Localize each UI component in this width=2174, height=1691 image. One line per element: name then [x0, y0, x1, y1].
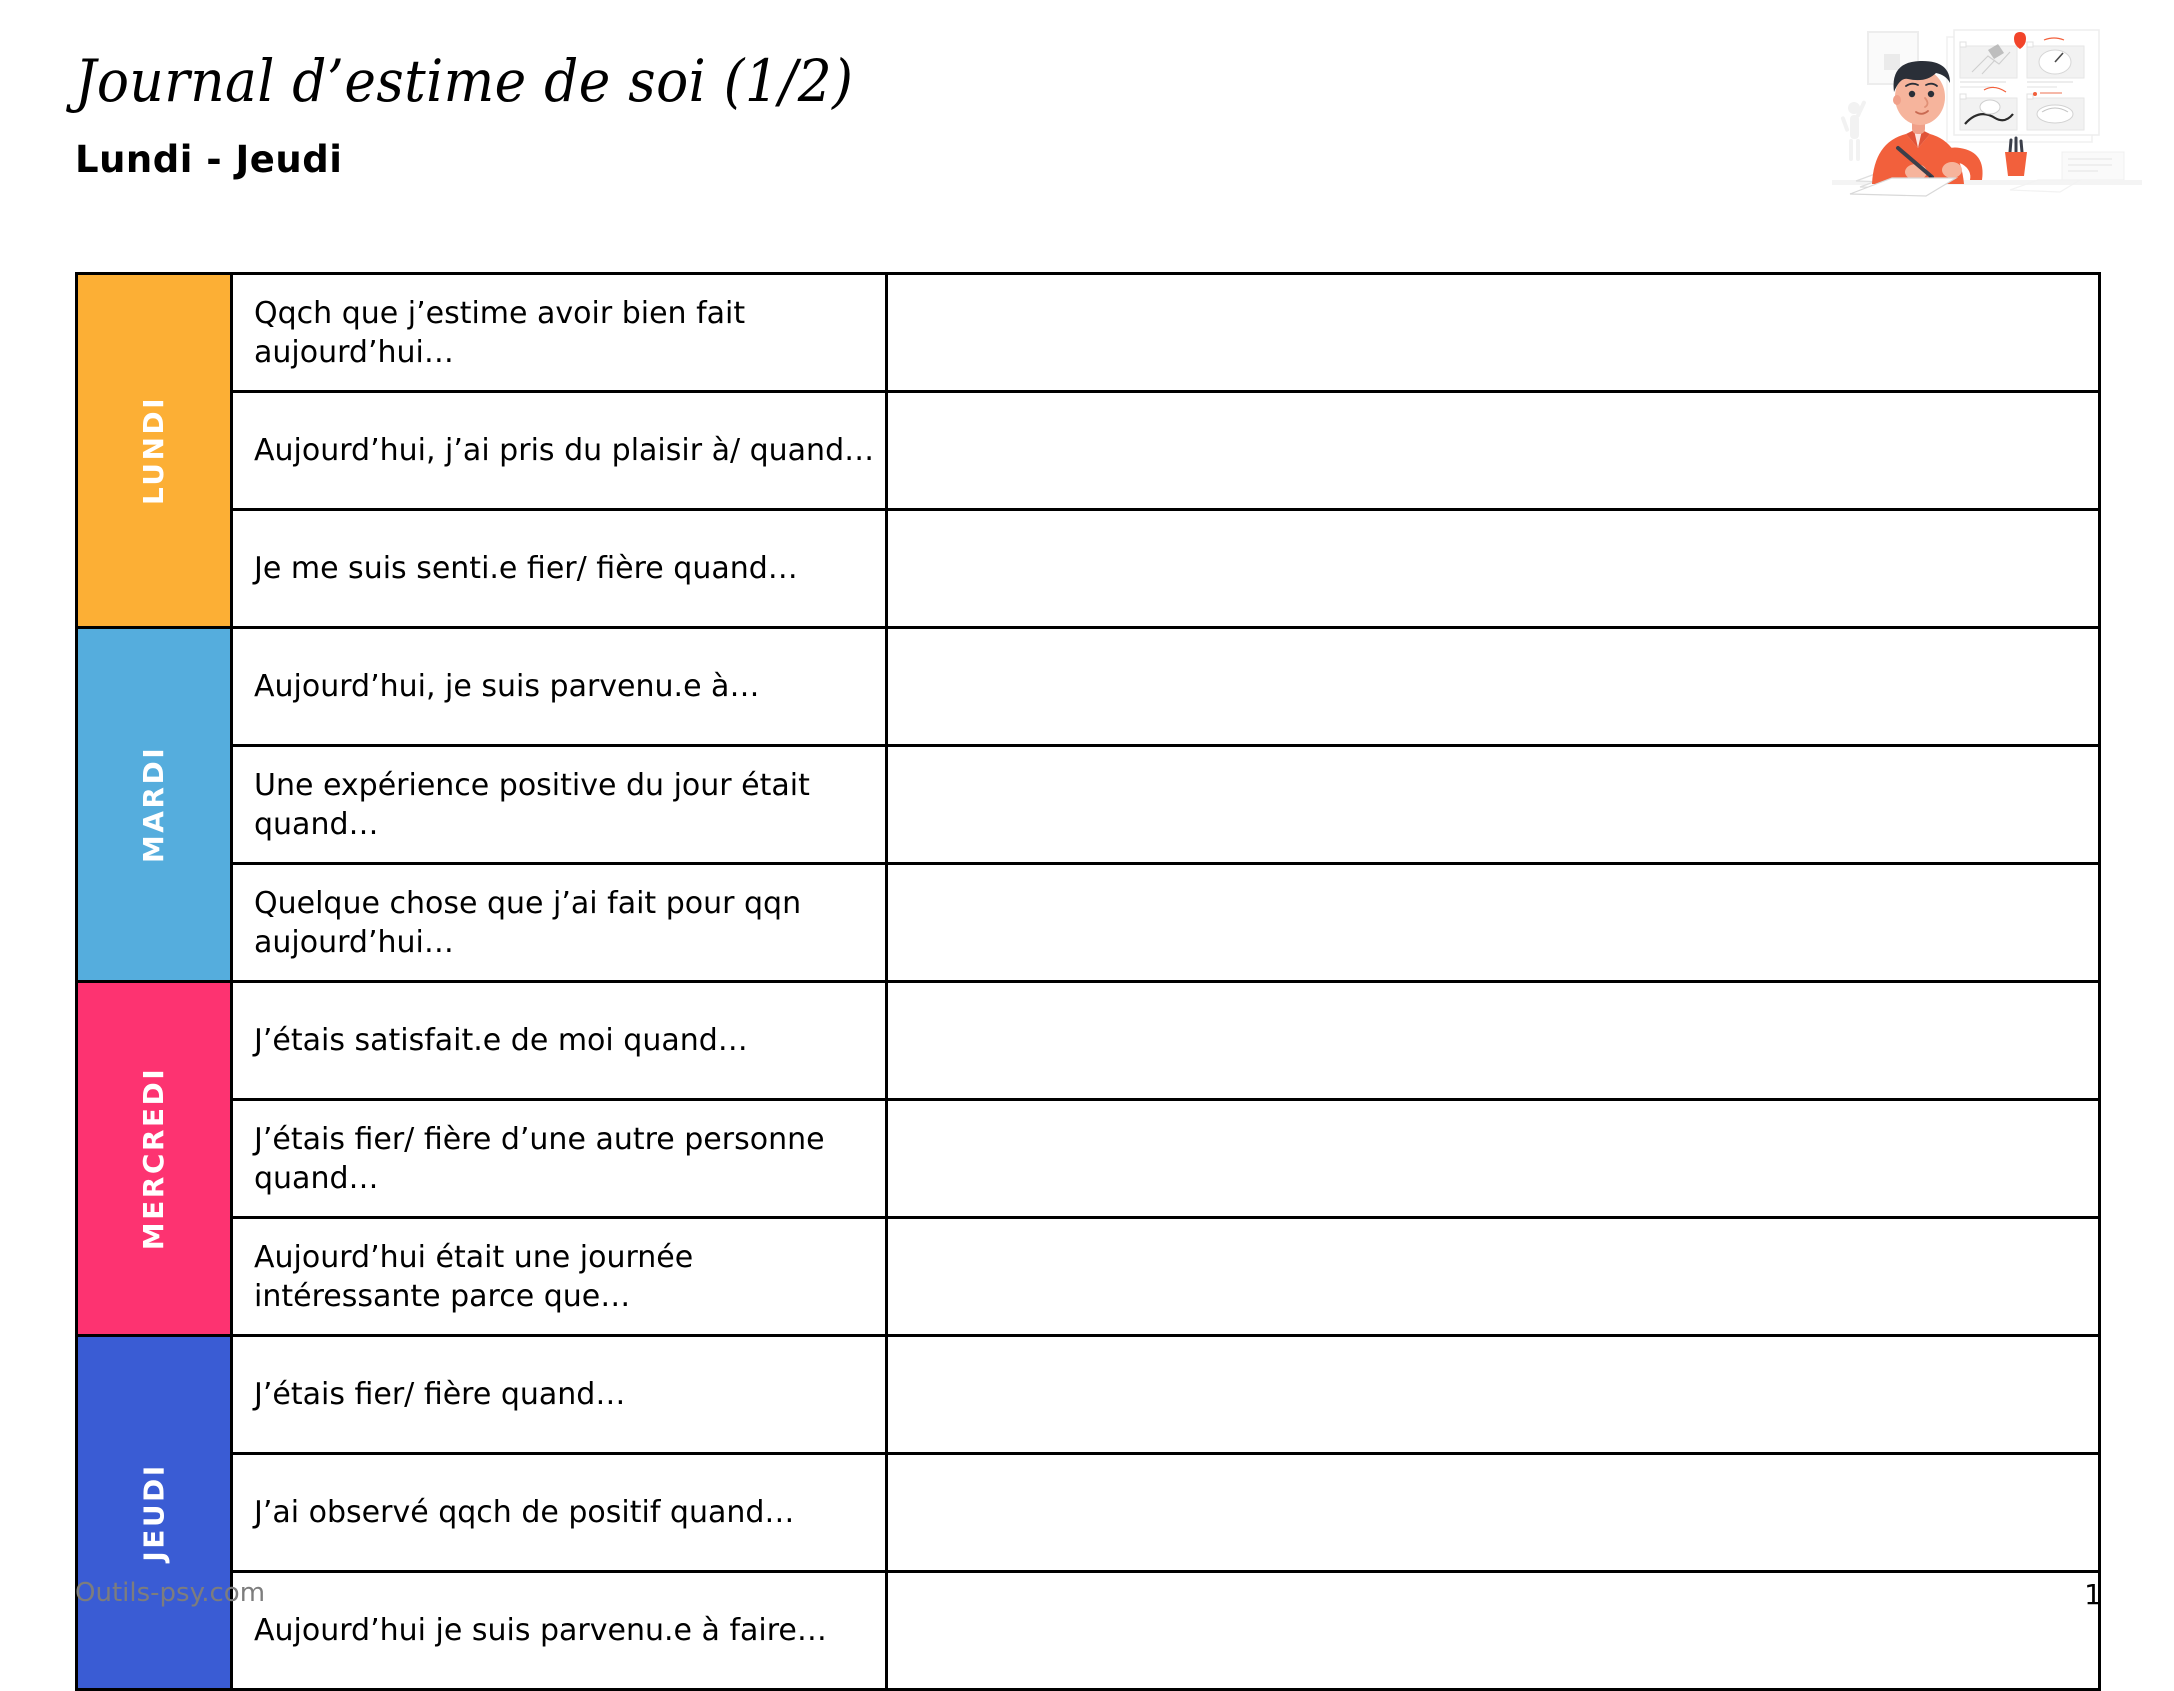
day-header-lundi	[77, 274, 232, 628]
prompt-text: Aujourd’hui je suis parvenu.e à faire…	[232, 1572, 887, 1690]
answer-field[interactable]	[887, 1454, 2100, 1572]
table-row	[77, 1100, 2100, 1218]
day-label-jeudi: JEUDI	[137, 1463, 171, 1562]
table-row	[77, 1572, 2100, 1690]
table-row	[77, 1336, 2100, 1454]
prompt-text: Qqch que j’estime avoir bien fait aujourd’hui…	[232, 274, 887, 392]
table-row	[77, 392, 2100, 510]
table-row	[77, 510, 2100, 628]
prompt-text: Aujourd’hui était une journée intéressante parce que…	[232, 1218, 887, 1336]
answer-field[interactable]	[887, 982, 2100, 1100]
answer-field[interactable]	[887, 864, 2100, 982]
day-label-mercredi: MERCREDI	[137, 1066, 171, 1251]
prompt-text: J’étais fier/ fière d’une autre personne quand…	[232, 1100, 887, 1218]
day-header-mercredi	[77, 982, 232, 1336]
prompt-text: Aujourd’hui, je suis parvenu.e à…	[232, 628, 887, 746]
footer-site-credit: Outils-psy.com	[75, 1578, 266, 1608]
prompt-text: Une expérience positive du jour était quand…	[232, 746, 887, 864]
prompt-text: Quelque chose que j’ai fait pour qqn aujourd’hui…	[232, 864, 887, 982]
answer-field[interactable]	[887, 746, 2100, 864]
page-subtitle: Lundi - Jeudi	[75, 138, 343, 181]
page-header	[75, 47, 1775, 181]
table-row	[77, 864, 2100, 982]
prompt-text: Aujourd’hui, j’ai pris du plaisir à/ quand…	[232, 392, 887, 510]
table-row	[77, 982, 2100, 1100]
day-header-jeudi	[77, 1336, 232, 1690]
answer-field[interactable]	[887, 1100, 2100, 1218]
person-writing-at-desk-illustration	[1832, 12, 2142, 217]
table-row	[77, 746, 2100, 864]
page-title: Journal d’estime de soi (1/2)	[75, 47, 854, 115]
day-header-mardi	[77, 628, 232, 982]
prompt-text: Je me suis senti.e fier/ fière quand…	[232, 510, 887, 628]
self-esteem-journal-table	[75, 272, 2101, 1691]
answer-field[interactable]	[887, 628, 2100, 746]
answer-field[interactable]	[887, 274, 2100, 392]
answer-field[interactable]	[887, 392, 2100, 510]
table-row	[77, 628, 2100, 746]
page-number: 1	[2084, 1578, 2102, 1611]
answer-field[interactable]	[887, 1218, 2100, 1336]
table-row	[77, 1218, 2100, 1336]
prompt-text: J’étais satisfait.e de moi quand…	[232, 982, 887, 1100]
answer-field[interactable]	[887, 510, 2100, 628]
prompt-text: J’étais fier/ fière quand…	[232, 1336, 887, 1454]
prompt-text: J’ai observé qqch de positif quand…	[232, 1454, 887, 1572]
day-label-mardi: MARDI	[137, 745, 171, 864]
answer-field[interactable]	[887, 1572, 2100, 1690]
answer-field[interactable]	[887, 1336, 2100, 1454]
day-label-lundi: LUNDI	[137, 395, 171, 506]
table-row	[77, 1454, 2100, 1572]
table-row	[77, 274, 2100, 392]
